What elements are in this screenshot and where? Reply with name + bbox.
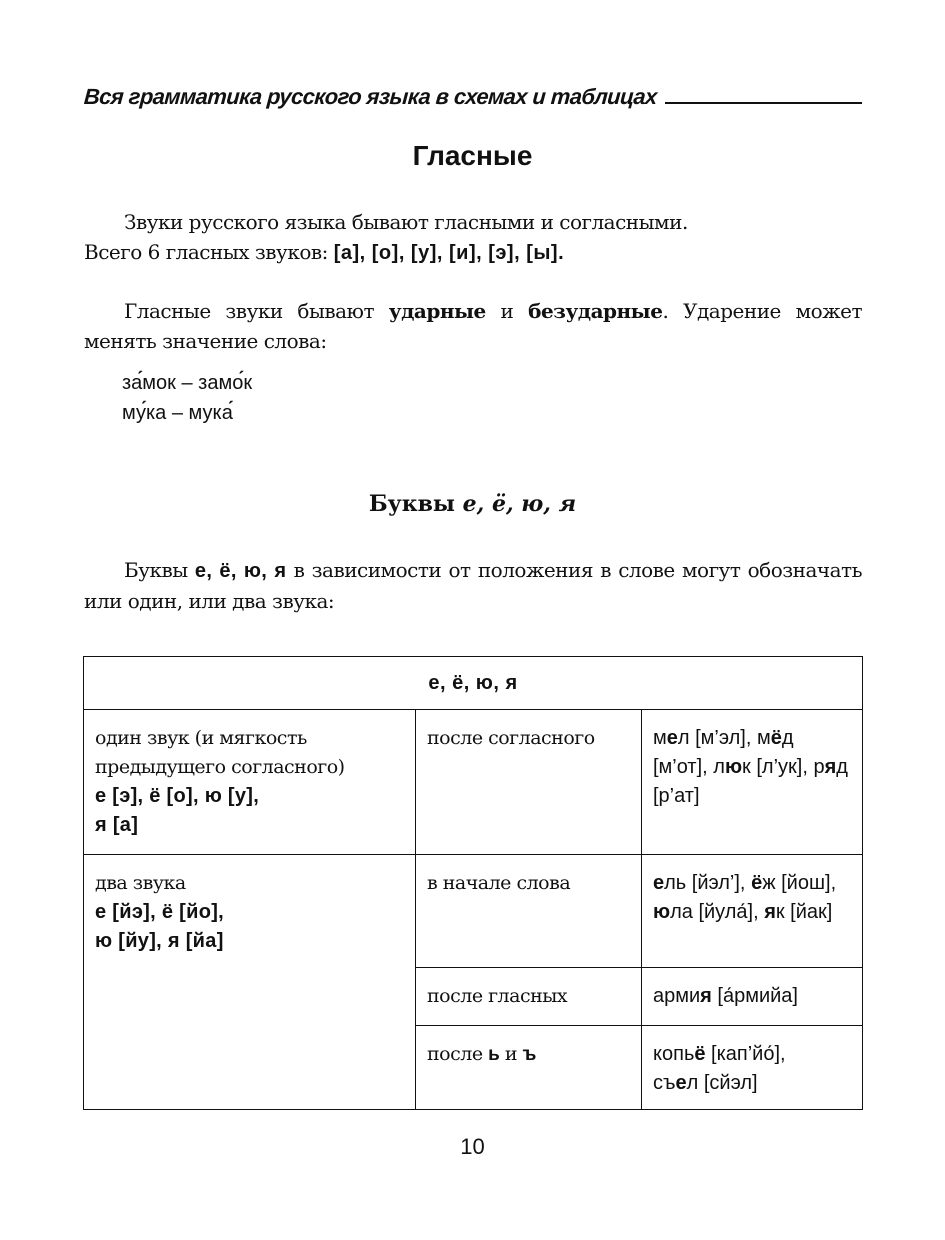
table-header-row: [84, 657, 863, 710]
example-text: ла [йула́],: [670, 901, 765, 923]
example-text: л [сйэл]: [686, 1072, 758, 1094]
example-letter: я: [764, 901, 776, 923]
row1-description-cell: [84, 710, 416, 855]
example-letter: ю: [724, 756, 743, 778]
position-prefix: после: [427, 1043, 489, 1065]
running-header-text: Вся грамматика русского языка в схемах и таблицах: [83, 84, 658, 109]
example-text: [кап’йо́],: [705, 1043, 786, 1065]
row1-sounds-line1: е [э], ё [о], ю [у],: [95, 785, 260, 807]
example-letter: ю: [653, 901, 671, 923]
section-paragraph: [84, 555, 862, 616]
row2-examples-after-vowels-cell: [642, 968, 863, 1026]
table-header: е, ё, ю, я: [84, 657, 863, 710]
stress-and: и: [485, 299, 529, 323]
row2-description: два звука: [95, 872, 186, 894]
section-title: [0, 491, 945, 517]
example-word-part: к: [243, 372, 253, 394]
example-text: д [р’ат]: [653, 756, 848, 807]
example-line: [122, 368, 252, 398]
row2-position-after-signs-cell: [416, 1026, 642, 1110]
example-word-part: мок: [142, 372, 176, 394]
intro-line1: Звуки русского языка бывают гласными и согласными.: [124, 210, 688, 234]
example-text: ль [йэл’],: [664, 872, 752, 894]
section-paragraph-letters: е, ё, ю, я: [194, 560, 287, 582]
example-letter: ё: [770, 727, 782, 749]
running-header-rule: [665, 102, 862, 104]
row1-examples-cell: [642, 710, 863, 855]
soft-sign: ь: [488, 1044, 500, 1065]
table-row: [84, 855, 863, 968]
example-letter: ё: [694, 1043, 706, 1065]
example-word-part: замо: [198, 372, 244, 394]
example-word-part: ка: [145, 402, 167, 424]
example-letter: ё: [751, 872, 763, 894]
stress-examples: [122, 368, 252, 428]
stress-text-2: . Ударение может менять значение слова:: [84, 299, 863, 353]
example-separator: –: [175, 372, 199, 394]
row2-examples-start-cell: [642, 855, 863, 968]
example-text: арми: [653, 985, 701, 1007]
example-text: к [йак]: [775, 901, 833, 923]
example-word-part: мука: [188, 402, 233, 424]
section-paragraph-prefix: Буквы: [124, 558, 195, 582]
section-title-letters: е, ё, ю, я: [462, 491, 577, 517]
running-header: [84, 80, 862, 110]
vowel-letters-table: [83, 656, 863, 1110]
unstressed-term: безударные: [528, 299, 663, 323]
stressed-term: ударные: [388, 299, 486, 323]
vowel-list: [а], [о], [у], [и], [э], [ы].: [333, 242, 565, 264]
hard-sign: ъ: [522, 1044, 536, 1065]
row2-sounds-line2: ю [йу], я [йа]: [95, 930, 224, 952]
example-separator: –: [166, 402, 189, 424]
example-letter: я: [700, 985, 712, 1007]
example-word-part: му: [122, 402, 146, 424]
row1-sounds-line2: я [а]: [95, 814, 139, 836]
example-text: [а́рмийа]: [711, 985, 798, 1007]
example-letter: ь: [683, 1043, 695, 1065]
example-text: л: [713, 756, 725, 778]
page-number: 10: [460, 1134, 485, 1159]
section-paragraph-suffix: в зависимости от положения в слове могут обозначать или один, или два звука:: [84, 558, 863, 613]
example-text: к [л’ук],: [742, 756, 814, 778]
example-text: ж [йош],: [762, 872, 837, 894]
row1-position-cell: после согласного: [416, 710, 642, 855]
intro-paragraph: [84, 207, 862, 268]
section-title-prefix: Буквы: [368, 491, 463, 517]
row2-position-after-vowels-cell: после гласных: [416, 968, 642, 1026]
example-letter: е: [666, 727, 678, 749]
example-text: д [м’от],: [653, 727, 794, 778]
row2-sounds-line1: е [йэ], ё [йо],: [95, 901, 225, 923]
example-text: м: [653, 727, 667, 749]
example-letter: я: [824, 756, 837, 778]
row2-examples-after-signs-cell: [642, 1026, 863, 1110]
example-letter: е: [653, 872, 665, 894]
stress-text-1: Гласные звуки бывают: [124, 299, 389, 323]
example-line: [122, 398, 252, 428]
position-and: и: [499, 1043, 523, 1065]
stress-paragraph: [84, 296, 862, 356]
table-row: [84, 710, 863, 855]
example-text: коп: [653, 1043, 684, 1065]
example-word-part: за: [122, 372, 143, 394]
example-letter: е: [675, 1072, 687, 1094]
row1-description: один звук (и мягкость предыдущего согласного): [95, 727, 345, 778]
example-text: съ: [653, 1072, 676, 1094]
row2-description-cell: [84, 855, 416, 1110]
example-text: м: [756, 727, 771, 749]
example-text: р: [813, 756, 825, 778]
intro-line2-prefix: Всего 6 гласных звуков:: [84, 240, 334, 264]
page-title: Гласные: [412, 140, 533, 171]
row2-position-start-cell: в начале слова: [416, 855, 642, 968]
example-text: л [м’эл],: [677, 727, 757, 749]
